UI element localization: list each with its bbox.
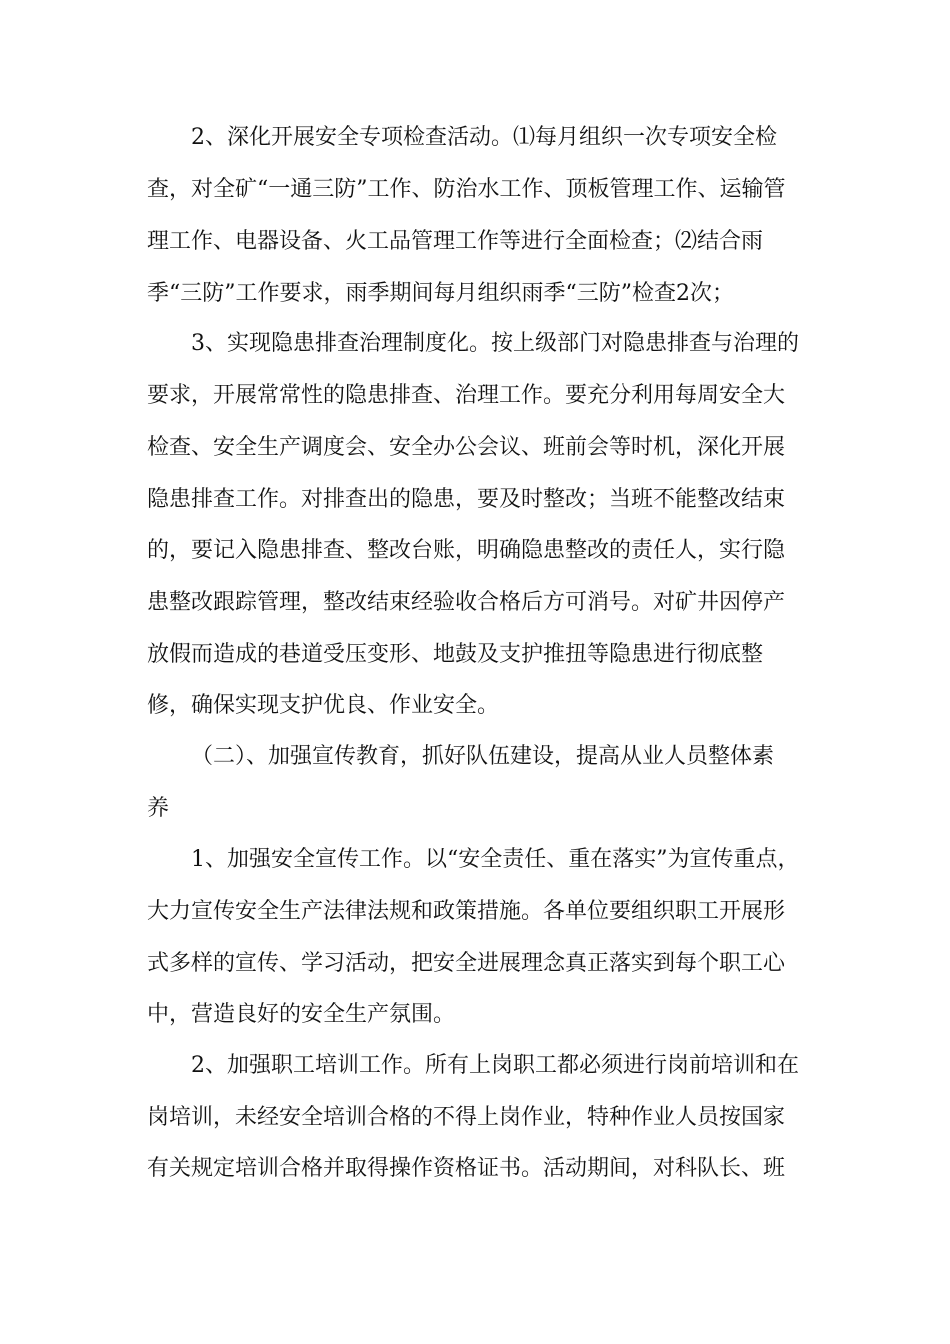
paragraph-line: 有关规定培训合格并取得操作资格证书。活动期间，对科队长、班 bbox=[147, 1156, 786, 1181]
paragraph-line: 检查、安全生产调度会、安全办公会议、班前会等时机，深化开展 bbox=[147, 435, 786, 460]
paragraph-line: 放假而造成的巷道受压变形、地鼓及支护推扭等隐患进行彻底整 bbox=[147, 642, 764, 667]
paragraph-line: 查，对全矿“一通三防”工作、防治水工作、顶板管理工作、运输管 bbox=[147, 177, 786, 202]
paragraph-line: 的，要记入隐患排查、整改台账，明确隐患整改的责任人，实行隐 bbox=[147, 538, 786, 563]
paragraph-line: 理工作、电器设备、火工品管理工作等进行全面检查；⑵结合雨 bbox=[147, 229, 764, 254]
paragraph-line: 修，确保实现支护优良、作业安全。 bbox=[147, 693, 500, 718]
paragraph-line: 大力宣传安全生产法律法规和政策措施。各单位要组织职工开展形 bbox=[147, 899, 786, 924]
paragraph-line: 式多样的宣传、学习活动，把安全进展理念真正落实到每个职工心 bbox=[147, 951, 786, 976]
paragraph-line: 季“三防”工作要求，雨季期间每月组织雨季“三防”检查2次； bbox=[147, 281, 734, 306]
paragraph-line: 患整改跟踪管理，整改结束经验收合格后方可消号。对矿井因停产 bbox=[147, 590, 786, 615]
paragraph-line: 隐患排查工作。对排查出的隐患，要及时整改；当班不能整改结束 bbox=[147, 487, 786, 512]
paragraph-line: 中，营造良好的安全生产氛围。 bbox=[147, 1002, 456, 1027]
paragraph-line: 2、深化开展安全专项检查活动。⑴每月组织一次专项安全检 bbox=[191, 125, 777, 150]
paragraph-line: 岗培训，未经安全培训合格的不得上岗作业，特种作业人员按国家 bbox=[147, 1105, 786, 1130]
paragraph-line: 1、加强安全宣传工作。以“安全责任、重在落实”为宣传重点， bbox=[191, 847, 800, 872]
paragraph-line: 2、加强职工培训工作。所有上岗职工都必须进行岗前培训和在 bbox=[191, 1053, 799, 1078]
section-heading-line: 养 bbox=[147, 796, 170, 821]
paragraph-line: 3、实现隐患排查治理制度化。按上级部门对隐患排查与治理的 bbox=[191, 331, 799, 356]
paragraph-line: 要求，开展常常性的隐患排查、治理工作。要充分利用每周安全大 bbox=[147, 383, 786, 408]
section-heading-line: （二）、加强宣传教育，抓好队伍建设，提高从业人员整体素 bbox=[191, 744, 775, 769]
